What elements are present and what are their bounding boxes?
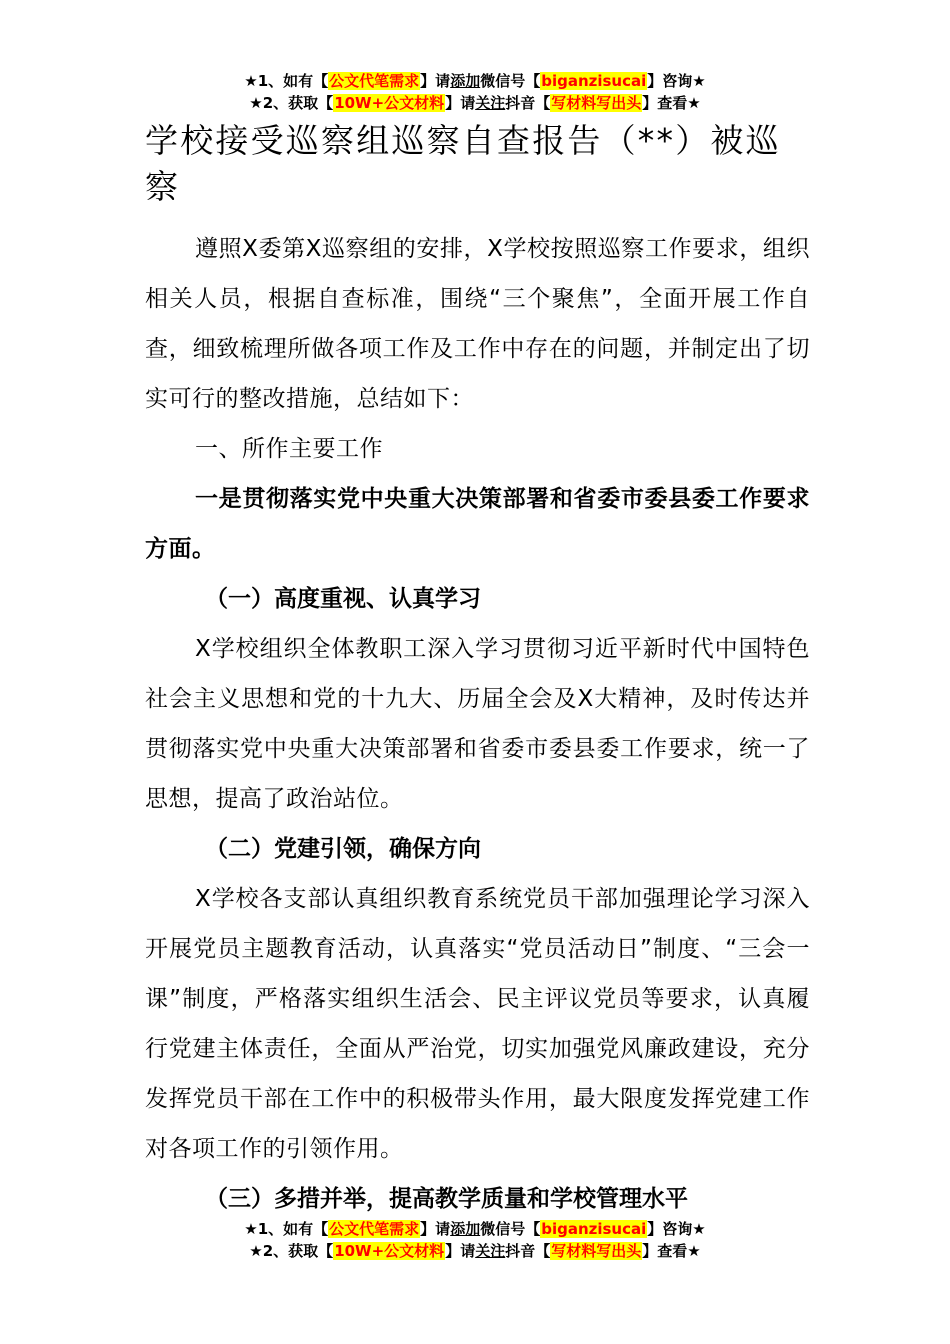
banner-line-2 bbox=[0, 1240, 950, 1262]
banner-suffix: 】咨询★ bbox=[647, 1220, 706, 1238]
part-heading-1: 一是贯彻落实党中央重大决策部署和省委市委县委工作要求方面。 bbox=[145, 486, 810, 562]
subsection-body-1: X学校组织全体教职工深入学习贯彻习近平新时代中国特色社会主义思想和党的十九大、历届全会及X大精神，及时传达并贯彻落实党中央重大决策部署和省委市委县委工作要求，统一了思想，提高了政治站位。 bbox=[145, 636, 810, 812]
highlight-service: 公文代笔需求 bbox=[329, 1220, 420, 1238]
banner-text: 抖音【 bbox=[505, 1242, 551, 1260]
section-heading-1: 一、所作主要工作 bbox=[195, 436, 383, 462]
subsection-heading-3: （三）多措并举，提高教学质量和学校管理水平 bbox=[205, 1186, 688, 1212]
banner-prefix: ★2、获取【 bbox=[249, 94, 334, 112]
top-banner bbox=[0, 70, 950, 114]
intro-paragraph: 遵照X委第X巡察组的安排，X学校按照巡察工作要求，组织相关人员，根据自查标准，围绕“三个聚焦”，全面开展工作自查，细致梳理所做各项工作及工作中存在的问题，并制定出了切实可行的整改措施，总结如下： bbox=[145, 236, 810, 412]
banner-line-2 bbox=[0, 92, 950, 114]
subsection-body-2: X学校各支部认真组织教育系统党员干部加强理论学习深入开展党员主题教育活动，认真落实“党员活动日”制度、“三会一课”制度，严格落实组织生活会、民主评议党员等要求，认真履行党建主体责任，全面从严治党，切实加强党风廉政建设，充分发挥党员干部在工作中的积极带头作用，最大限度发挥党建工作对各项工作的引领作用。 bbox=[145, 886, 810, 1162]
banner-text: 微信号【 bbox=[480, 1220, 541, 1238]
highlight-materials: 10W+公文材料 bbox=[334, 1242, 445, 1260]
banner-text: 抖音【 bbox=[505, 94, 551, 112]
banner-prefix: ★1、如有【 bbox=[244, 1220, 329, 1238]
banner-line-1 bbox=[0, 70, 950, 92]
highlight-wechat-id: biganzisucai bbox=[541, 1220, 647, 1238]
banner-prefix: ★2、获取【 bbox=[249, 1242, 334, 1260]
banner-prefix: ★1、如有【 bbox=[244, 72, 329, 90]
highlight-service: 公文代笔需求 bbox=[329, 72, 420, 90]
banner-text: 】请 bbox=[445, 94, 476, 112]
highlight-douyin-account: 写材料写出头 bbox=[551, 1242, 642, 1260]
banner-suffix: 】查看★ bbox=[642, 1242, 701, 1260]
bottom-banner bbox=[0, 1218, 950, 1262]
document-title: 学校接受巡察组巡察自查报告（**）被巡察 bbox=[145, 121, 781, 206]
highlight-materials: 10W+公文材料 bbox=[334, 94, 445, 112]
underlined-word: 关注 bbox=[475, 1242, 506, 1260]
subsection-heading-1: （一）高度重视、认真学习 bbox=[205, 586, 481, 612]
banner-text: 微信号【 bbox=[480, 72, 541, 90]
subsection-heading-2: （二）党建引领，确保方向 bbox=[205, 836, 481, 862]
document-body bbox=[145, 118, 810, 1224]
underlined-word: 添加 bbox=[450, 72, 481, 90]
underlined-word: 添加 bbox=[450, 1220, 481, 1238]
banner-suffix: 】查看★ bbox=[642, 94, 701, 112]
banner-line-1 bbox=[0, 1218, 950, 1240]
banner-suffix: 】咨询★ bbox=[647, 72, 706, 90]
highlight-douyin-account: 写材料写出头 bbox=[551, 94, 642, 112]
banner-text: 】请 bbox=[420, 72, 451, 90]
banner-text: 】请 bbox=[420, 1220, 451, 1238]
banner-text: 】请 bbox=[445, 1242, 476, 1260]
highlight-wechat-id: biganzisucai bbox=[541, 72, 647, 90]
underlined-word: 关注 bbox=[475, 94, 506, 112]
